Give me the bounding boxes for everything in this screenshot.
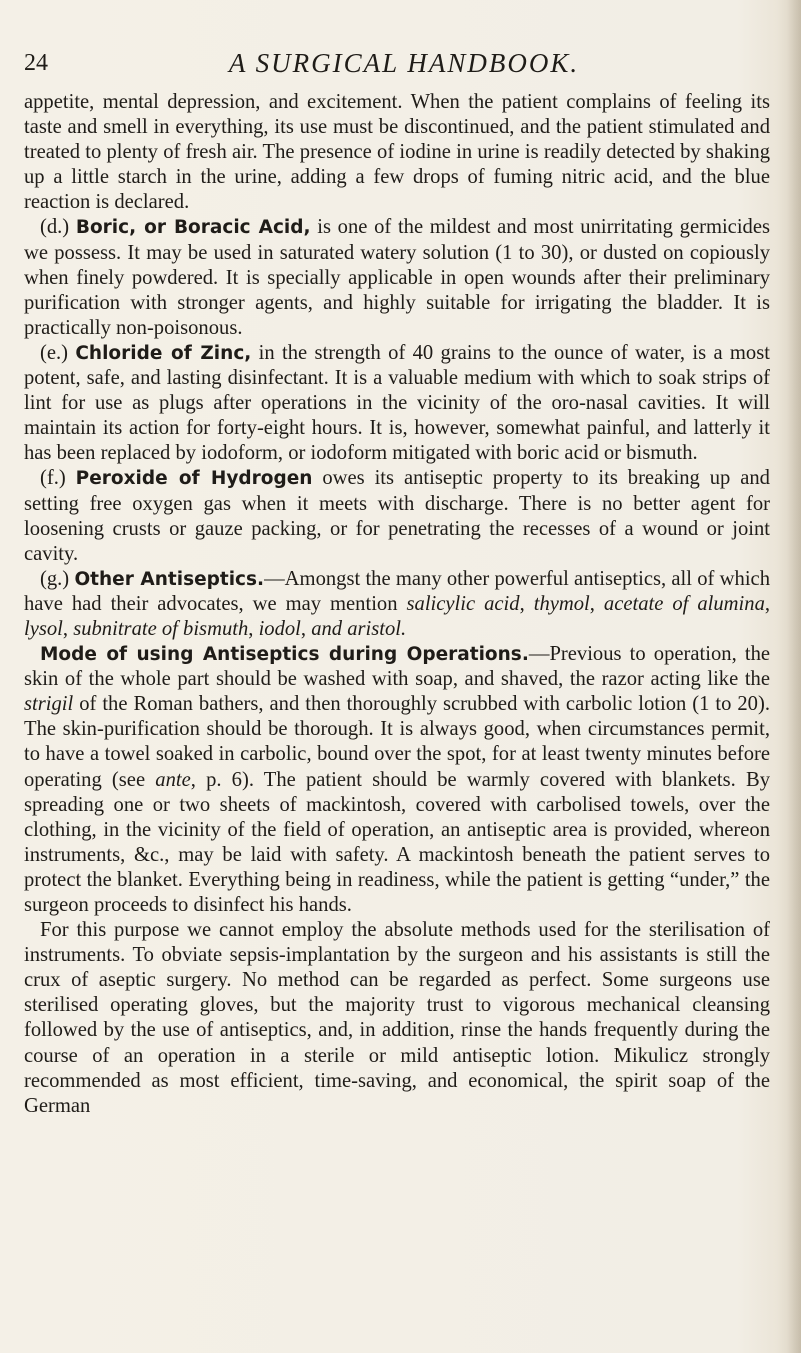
- paragraph-text: in the strength of 40 grains to the ounce of water, is a most potent, safe, and lasting disinfectant. It is a valuable medium with which to soak strips of lint for use as plugs after operations in the vicinity of the oro-nasal cavities. It will maintain its action for forty-eight hours. It is, however, somewhat painful, and latterly it has been replaced by iodoform, or iodoform mitigated with boric acid or bismuth.: [24, 341, 770, 465]
- page-header: [24, 43, 754, 83]
- italic-term: ante: [155, 768, 191, 791]
- paragraph-lead: Other Antiseptics.: [74, 568, 265, 590]
- item-label: (e.): [40, 341, 69, 364]
- paragraph-other-antiseptics: (g.) Other Antiseptics.—Amongst the many other powerful antiseptics, all of which have had their advocates, we may mention salicylic acid, thymol, acetate of alumina, lysol, subnitrate of bismuth, iodol, and aristol.: [24, 567, 771, 640]
- paragraph-text: owes its antiseptic property to its breaking up and setting free oxygen gas when it meets with discharge. There is no better agent for loosening crusts or gauze packing, or for penetrating the recesses of a wound or joint cavity.: [24, 467, 770, 565]
- paragraph-lead: Peroxide of Hydrogen: [75, 468, 313, 490]
- page-number: 24: [24, 50, 48, 76]
- paragraph-lead: Boric, or Boracic Acid,: [75, 217, 311, 239]
- paragraph-text: —Previous to operation, the skin of the whole part should be washed with soap, and shaved, the razor acting like the: [24, 643, 771, 691]
- paragraph-text: appetite, mental depression, and excitement. When the patient complains of feeling its taste and smell in everything, its use must be discontinued, and the patient stimulated and treated to plenty of fresh air. The presence of iodine in urine is readily detected by shaking up a little starch in the urine, adding a few drops of fuming nitric acid, and the blue reaction is declared.: [24, 91, 770, 214]
- paragraph-text: —Amongst the many other powerful antiseptics, all of which have had their advocates, we may mention: [24, 567, 770, 615]
- paragraph-text: For this purpose we cannot employ the absolute methods used for the sterilisation of instruments. To obviate sepsis-implantation by the surgeon and his assistants is still the crux of aseptic surgery. No method can be regarded as perfect. Some surgeons use sterilised operating gloves, but the majority trust to vigorous mechanical cleansing followed by the use of antiseptics, and, in addition, rinse the hands frequently during the course of an operation in a sterile or mild antiseptic lotion. Mikulicz strongly recommended as most efficient, time-saving, and economical, the spirit soap of the German: [24, 919, 770, 1117]
- italic-term: iodol: [258, 617, 301, 640]
- paragraph-boric-acid: [24, 215, 770, 340]
- paragraph-hand-disinfection: [24, 918, 770, 1119]
- paragraph-lead: Chloride of Zinc,: [75, 342, 252, 364]
- italic-term: acetate of alumina: [603, 592, 765, 615]
- page-edge-shadow: [787, 0, 801, 1353]
- running-title: A SURGICAL HANDBOOK.: [228, 48, 580, 78]
- italic-term: thymol: [533, 592, 590, 615]
- item-label: (d.): [40, 216, 70, 239]
- paragraph-text: p. 6). The patient should be warmly covered with blankets. By spreading one or two sheets of mackintosh, covered with carbolised towels, over the clothing, in the vicinity of the field of operation, an antiseptic area is provided, whereon instruments, &c., may be laid with safety. A mackintosh beneath the patient serves to protect the blanket. Everything being in readiness, while the patient is getting “under,” the surgeon proceeds to disinfect his hands.: [24, 768, 771, 916]
- paragraph-mode-of-using-antiseptics: Mode of using Antiseptics during Operations.—Previous to operation, the skin of the whole part should be washed with soap, and shaved, the razor acting like the strigil of the Roman bathers, and then thoroughly scrubbed with carbolic lotion (1 to 20). The skin-purification should be thorough. It is always good, when circumstances permit, to have a towel soaked in carbolic, bound over the spot, for at least twenty minutes before operating (see ante, p. 6). The patient should be warmly covered with blankets. By spreading one or two sheets of mackintosh, covered with carbolised towels, over the clothing, in the vicinity of the field of operation, an antiseptic area is provided, whereon instruments, &c., may be laid with safety. A mackintosh beneath the patient serves to protect the blanket. Everything being in readiness, while the patient is getting “under,” the surgeon proceeds to disinfect his hands.: [24, 643, 771, 916]
- italic-term: and aristol.: [311, 617, 407, 640]
- paragraph-peroxide-of-hydrogen: [24, 466, 770, 566]
- italic-term: subnitrate of bismuth: [73, 617, 249, 640]
- item-label: (f.): [40, 467, 66, 490]
- italic-term: salicylic acid: [406, 592, 520, 615]
- paragraph-text: of the Roman bathers, and then thoroughly scrubbed with carbolic lotion (1 to 20). The skin-purification should be thorough. It is always good, when circumstances permit, to have a towel soaked in carbolic, bound over the spot, for at least twenty minutes before operating (see: [24, 693, 770, 791]
- paragraph-lead: Mode of using Antiseptics during Operations.: [40, 644, 529, 666]
- paragraph-chloride-of-zinc: [24, 341, 770, 466]
- italic-term: strigil: [24, 693, 74, 716]
- item-label: (g.): [40, 567, 70, 590]
- paragraph-text: is one of the mildest and most unirritating germicides we possess. It may be used in saturated watery solution (1 to 30), or dusted on copiously when finely powdered. It is specially applicable in open wounds after their preliminary purification with stronger agents, and highly suitable for irrigating the bladder. It is practically non-poisonous.: [24, 216, 770, 339]
- body-text: [24, 90, 770, 1119]
- paragraph-continued: [24, 90, 770, 215]
- italic-term: lysol: [24, 617, 63, 640]
